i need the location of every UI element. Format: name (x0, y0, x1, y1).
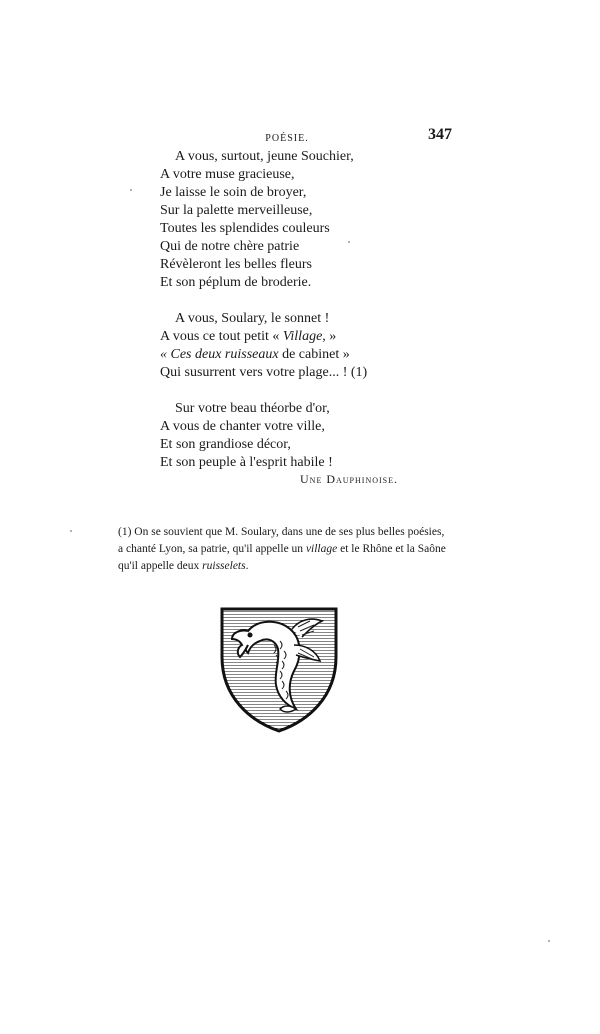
footnote-text: . (245, 560, 249, 572)
poem-line (160, 328, 460, 346)
paper-speck (548, 940, 550, 942)
poem-line-text: de cabinet » (278, 347, 350, 362)
poem-line: A vous, surtout, jeune Souchier, (175, 149, 354, 164)
poem-line-italic: « Ces deux ruisseaux (160, 347, 279, 362)
footnote-line (118, 541, 478, 558)
dolphin-shield-icon (218, 605, 340, 733)
poem-line: Je laisse le soin de broyer, (160, 185, 307, 200)
footnote (118, 524, 478, 575)
poem-line: A vous de chanter votre ville, (160, 419, 325, 434)
poem-line: Révèleront les belles fleurs (160, 257, 313, 272)
footnote-text: et le Rhône et la Saône (337, 543, 446, 555)
paper-speck (70, 530, 72, 532)
poem-line-italic: Village (282, 329, 323, 344)
poem-line-text: A vous ce tout petit « (160, 329, 283, 344)
poem-line: Toutes les splendides couleurs (160, 221, 330, 236)
poem-line (160, 346, 460, 364)
footnote-text: a chanté Lyon, sa patrie, qu'il appelle un (118, 543, 306, 555)
poem-line: Et son peuple à l'esprit habile ! (160, 455, 333, 470)
stanza-1 (160, 148, 460, 292)
paper-speck (130, 189, 132, 191)
poem-line: Qui de notre chère patrie (160, 239, 300, 254)
poem (160, 148, 460, 490)
poem-line: Et son péplum de broderie. (160, 275, 312, 290)
footnote-italic: ruisselets (202, 560, 246, 572)
poem-line: Et son grandiose décor, (160, 437, 291, 452)
footnote-line: (1) On se souvient que M. Soulary, dans une de ses plus belles poésies, (118, 526, 445, 538)
footnote-text: qu'il appelle deux (118, 560, 203, 572)
footnote-italic: village (305, 543, 338, 555)
running-title: POÉSIE. (265, 133, 309, 144)
page-number: 347 (428, 126, 452, 143)
footnote-line (118, 558, 478, 575)
stanza-2 (160, 310, 460, 382)
poem-line: Sur votre beau théorbe d'or, (175, 401, 330, 416)
signature: Une Dauphinoise. (300, 472, 398, 486)
paper-speck (348, 241, 350, 243)
poem-line: Qui susurrent vers votre plage... ! (1) (160, 365, 368, 380)
stanza-3 (160, 400, 460, 472)
poem-line-text: , » (322, 329, 337, 344)
poem-line: A votre muse gracieuse, (160, 167, 295, 182)
poem-line: A vous, Soulary, le sonnet ! (175, 311, 330, 326)
poem-line: Sur la palette merveilleuse, (160, 203, 313, 218)
